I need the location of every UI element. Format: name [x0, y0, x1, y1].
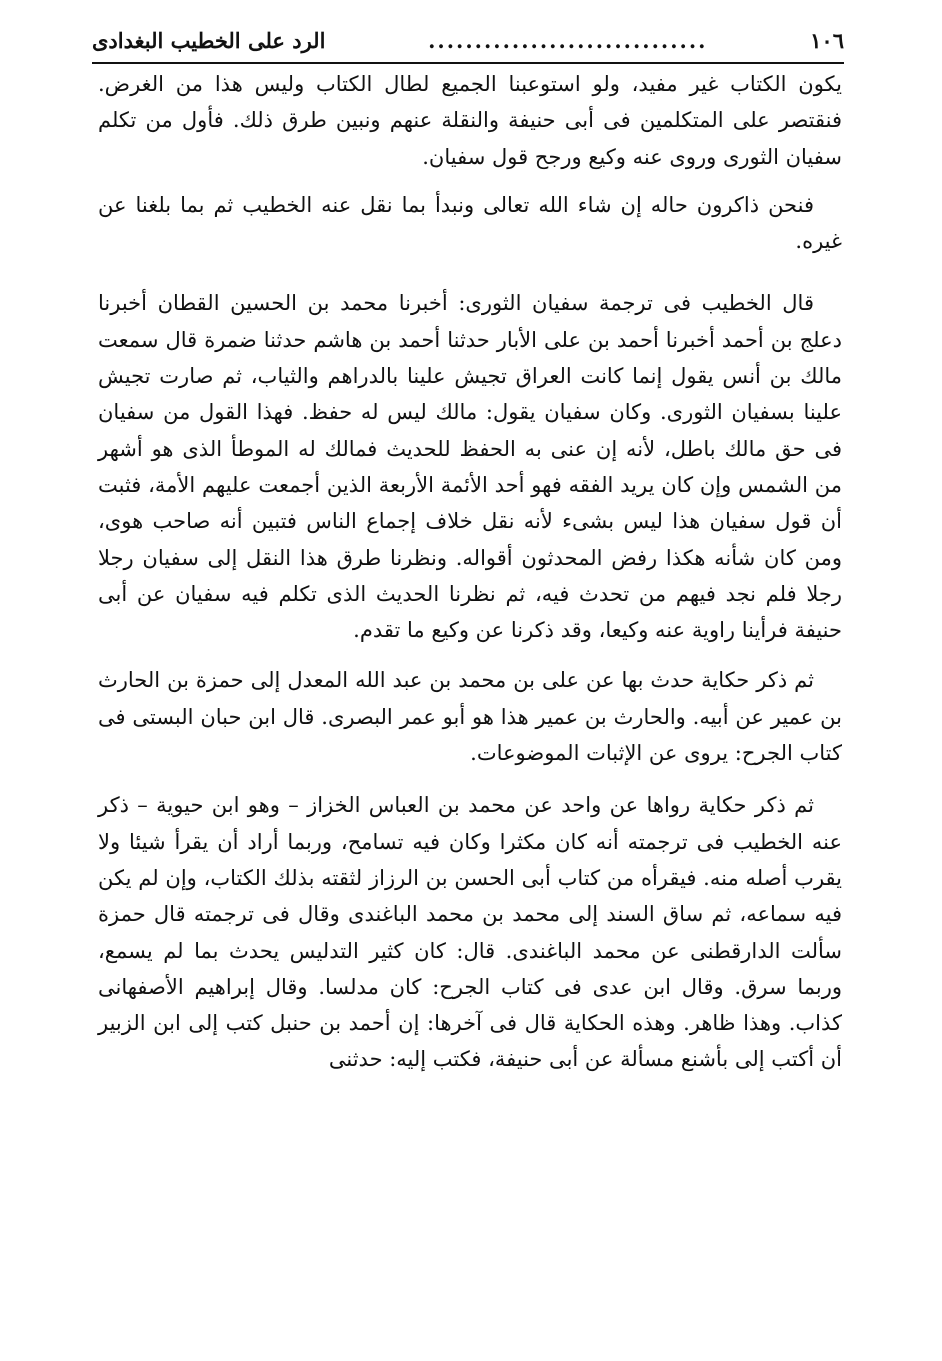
main-text: [98, 66, 842, 1094]
paragraph: فنحن ذاكرون حاله إن شاء الله تعالى ونبدأ بما نقل عنه الخطيب ثم بما بلغنا عن غيره.: [98, 192, 842, 254]
page-header: [92, 22, 844, 58]
paragraph: ثم ذكر حكاية رواها عن واحد عن محمد بن العباس الخزاز – وهو ابن حيوية – ذكر عنه الخطيب فى ترجمته أنه كان مكثرا وكان فيه تسامح، وربما أراد أن يقرأ شيئا ولا يقرب أصله منه. فيقرأه من كتاب أبى الحسن بن الرزاز لثقته بذلك الكتاب، وإن لم يكن فيه سماعه، ثم ساق السند إلى محمد بن محمد الباغندى وقال فى ترجمته قال حمزة سألت الدارقطنى عن محمد الباغندى. قال: كان كثير التدليس يحدث بما لم يسمع، وربما سرق. وقال ابن عدى فى كتاب الجرح: كان مدلسا. وقال إبراهيم الأصفهانى كذاب. وهذا ظاهر. وهذه الحكاية قال فى آخرها: إن أحمد بن حنبل كتب إلى ابن الزبير أن أكتب إلى بأشنع مسألة عن أبى حنيفة، فكتب إليه: حدثنى: [98, 793, 842, 1072]
page-number: ١٠٦: [810, 27, 844, 53]
paragraph: ثم ذكر حكاية حدث بها عن على بن محمد بن عبد الله المعدل إلى حمزة بن الحارث بن عمير عن أبيه. والحارث بن عمير هذا هو أبو عمر البصرى. قال ابن حبان البستى فى كتاب الجرح: يروى عن الإثبات الموضوعات.: [98, 668, 842, 766]
header-rule: [92, 62, 844, 64]
header-leader-dots: ..............................: [428, 27, 708, 53]
running-title: الرد على الخطيب البغدادى: [92, 27, 326, 53]
paragraph: قال الخطيب فى ترجمة سفيان الثورى: أخبرنا محمد بن الحسين القطان أخبرنا دعلج بن أحمد أخبرنا أحمد بن على الأبار حدثنا أحمد بن هاشم حدثنا ضمرة قال سمعت مالك بن أنس يقول إنما كانت العراق تجيش علينا بالدراهم والثياب، ثم صارت تجيش علينا بسفيان الثورى. وكان سفيان يقول: مالك ليس له حفظ. فهذا القول من سفيان فى حق مالك باطل، لأنه إن عنى به الحفظ للحديث فمالك له الموطأ الذى هو أشهر من الشمس وإن كان يريد الفقه فهو أحد الأئمة الأربعة الذين أجمعت عليهم الأمة، فثبت أن قول سفيان هذا ليس بشىء لأنه نقل خلاف إجماع الناس فتبين أنه صاحب هوى، ومن كان شأنه هكذا رفض المحدثون أقواله. ونظرنا طرق هذا النقل إلى سفيان رجلا رجلا فلم نجد فيهم من تحدث فيه، ثم نظرنا الحديث الذى تكلم فيه سفيان عن أبى حنيفة فرأينا راوية عنه وكيعا، وقد ذكرنا عن وكيع ما تقدم.: [98, 291, 842, 643]
paragraph: يكون الكتاب غير مفيد، ولو استوعبنا الجميع لطال الكتاب وليس هذا من الغرض. فنقتصر على المتكلمين فى أبى حنيفة والنقلة عنهم ونبين طرق ذلك. فأول من تكلم سفيان الثورى وروى عنه وكيع ورجح قول سفيان.: [98, 72, 842, 169]
